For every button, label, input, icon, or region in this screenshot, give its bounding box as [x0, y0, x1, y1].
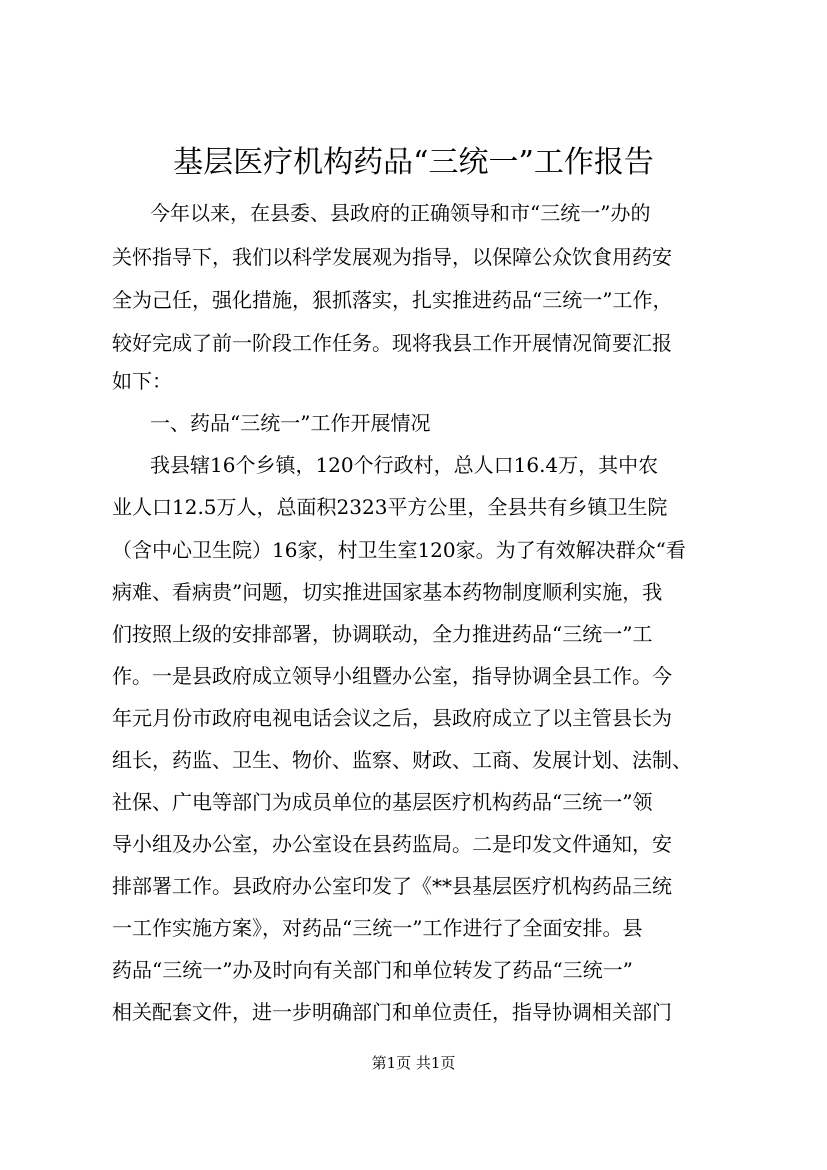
- body-line: 全为己任，强化措施，狠抓落实，扎实推进药品“三统一”工作，: [112, 288, 673, 312]
- body-line: 们按照上级的安排部署，协调联动，全力推进药品“三统一”工: [112, 622, 653, 646]
- document-title: 基层医疗机构药品“三统一”工作报告: [173, 145, 654, 180]
- body-line: 年元月份市政府电视电话会议之后，县政府成立了以主管县长为: [112, 706, 672, 730]
- body-line: 相关配套文件，进一步明确部门和单位责任，指导协调相关部门: [112, 1000, 672, 1024]
- body-line: 病难、看病贵”问题，切实推进国家基本药物制度顺利实施，我: [112, 580, 663, 604]
- body-line: 组长，药监、卫生、物价、监察、财政、工商、发展计划、法制、: [112, 748, 692, 772]
- body-line: 导小组及办公室，办公室设在县药监局。二是印发文件通知，安: [112, 832, 672, 856]
- body-line: 我县辖16个乡镇，120个行政村，总人口16.4万，其中农: [150, 453, 659, 477]
- body-line: 关怀指导下，我们以科学发展观为指导，以保障公众饮食用药安: [112, 245, 672, 269]
- body-line: 社保、广电等部门为成员单位的基层医疗机构药品“三统一”领: [112, 790, 653, 814]
- body-line: 药品“三统一”办及时向有关部门和单位转发了药品“三统一”: [112, 958, 633, 982]
- section-heading: 一、药品“三统一”工作开展情况: [150, 411, 431, 435]
- body-line: 排部署工作。县政府办公室印发了《**县基层医疗机构药品三统: [112, 874, 672, 898]
- body-line: 作。一是县政府成立领导小组暨办公室，指导协调全县工作。今: [112, 664, 672, 688]
- body-line: 今年以来，在县委、县政府的正确领导和市“三统一”办的: [150, 201, 651, 225]
- body-line: 业人口12.5万人，总面积2323平方公里，全县共有乡镇卫生院: [112, 495, 668, 519]
- body-line: 如下：: [112, 369, 172, 393]
- body-line: 一工作实施方案》，对药品“三统一”工作进行了全面安排。县: [112, 916, 643, 940]
- body-line: （含中心卫生院）16家，村卫生室120家。为了有效解决群众“看: [112, 538, 686, 562]
- page-footer: 第1页 共1页: [371, 1054, 456, 1072]
- body-line: 较好完成了前一阶段工作任务。现将我县工作开展情况简要汇报: [112, 331, 672, 355]
